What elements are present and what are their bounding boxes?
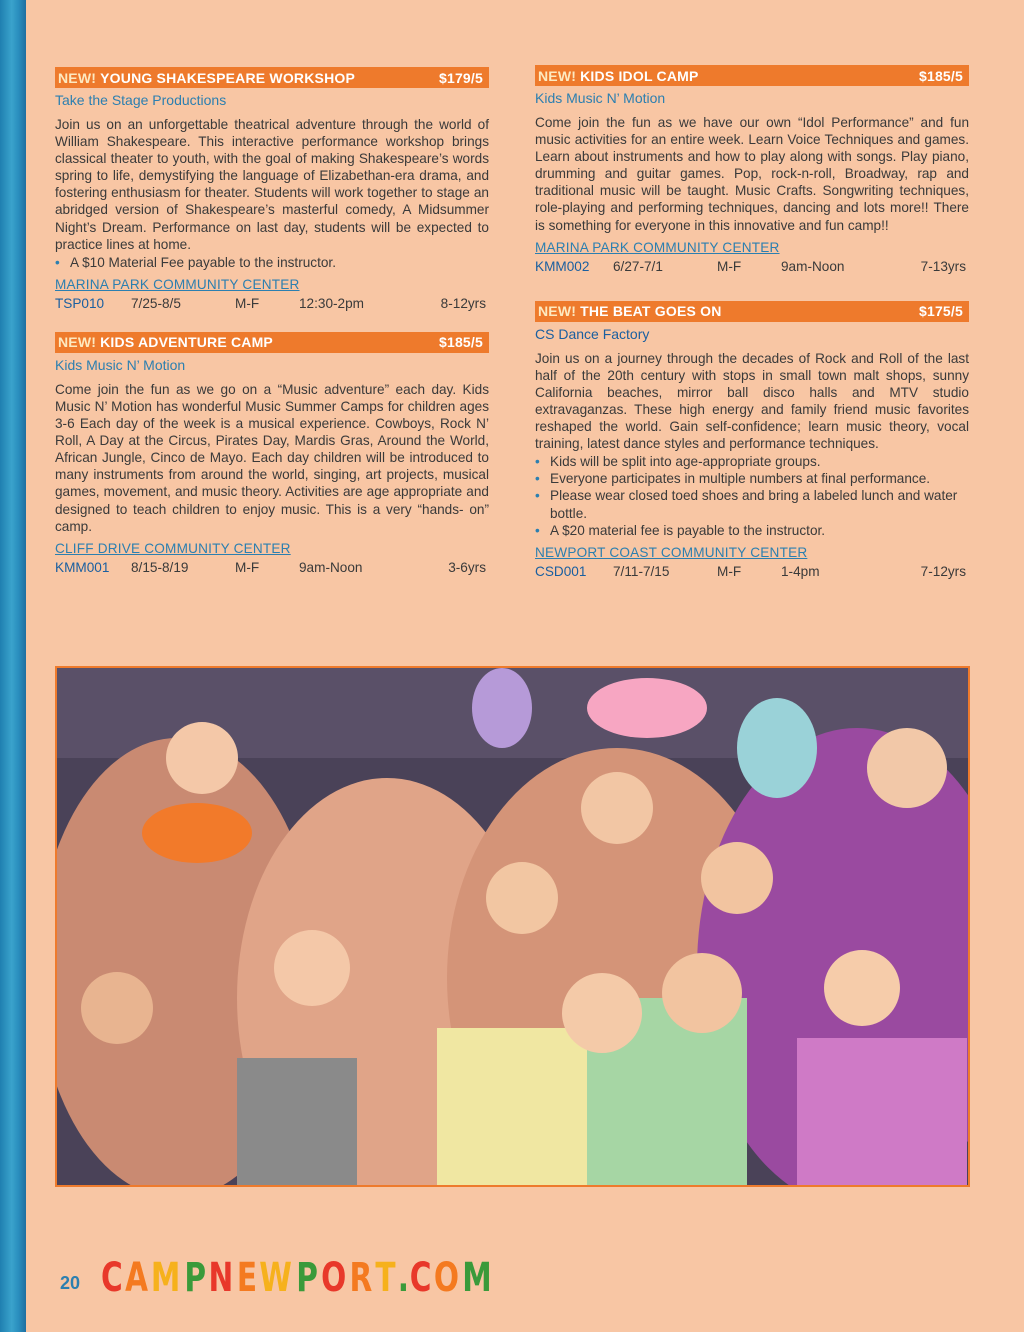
course-header <box>535 301 969 322</box>
schedule-row <box>535 258 969 275</box>
course-price: $185/5 <box>438 334 483 351</box>
course-price: $175/5 <box>918 303 963 320</box>
course-dates: 7/11-7/15 <box>613 563 670 579</box>
course-days: M-F <box>235 295 260 311</box>
course-provider: Kids Music N’ Motion <box>55 356 186 373</box>
course-price: $179/5 <box>438 69 483 86</box>
location-link[interactable]: CLIFF DRIVE COMMUNITY CENTER <box>55 540 291 556</box>
course-header <box>55 67 489 88</box>
course-days: M-F <box>235 559 260 575</box>
course-header <box>535 65 969 86</box>
course-kids-idol <box>535 65 969 275</box>
new-label: NEW! <box>538 303 577 320</box>
course-dates: 6/27-7/1 <box>613 258 663 274</box>
course-price: $185/5 <box>918 67 963 84</box>
location-link[interactable]: MARINA PARK COMMUNITY CENTER <box>55 276 300 292</box>
course-ages: 7-12yrs <box>920 563 966 579</box>
course-description: Come join the fun as we have our own “Idol Performance” and fun music activities for an entire week. Learn Voice Techniques and games. Learn about instruments and how to play along with songs. Play piano, drumming and guitar games. Pop, rock-n-roll, Broadway, rap and traditional music will be taught. Music Crafts. Songwriting techniques, role-playing and performing techniques, dancing and lots more!! There is something for everyone in this innovative and fun camp!! <box>535 115 969 233</box>
course-description: Join us on a journey through the decades of Rock and Roll of the last half of the 20th century with stops in small town malt shops, sunny California beaches, mirror ball disco halls and MTV studio extravaganzas. These high energy and family friend music favorites reshaped the world. Gain self-confidence; learn music theory, vocal training, latest dance styles and performance techniques. <box>535 350 969 452</box>
course-provider: Take the Stage Productions <box>55 92 227 108</box>
campnewport-logo: CAM PNEW PORT.COM <box>101 1255 492 1301</box>
course-description: Join us on an unforgettable theatrical adventure through the world of William Shakespeare. This interactive performance workshop brings classical theater to youth, with the goal of making Shakespeare’s words spring to life, demystifying the language of Elizabethan-era drama, and fostering enthusiasm for theater. Students will work together to stage an abridged version of Shakespeare’s masterful comedy, A Midsummer Night’s Dream. Performance on last day, students will be expected to practice lines at home. <box>55 117 489 252</box>
course-code: TSP010 <box>55 295 105 311</box>
new-label: NEW! <box>538 67 577 84</box>
course-title: KIDS IDOL CAMP <box>580 67 699 84</box>
course-note: • A $20 material fee is payable to the instructor. <box>535 522 826 538</box>
course-notes <box>55 254 489 271</box>
course-ages: 3-6yrs <box>448 559 486 575</box>
course-young-shakespeare <box>55 67 489 312</box>
course-dates: 8/15-8/19 <box>131 559 189 575</box>
course-note: • Everyone participates in multiple numbers at final performance. <box>535 471 931 487</box>
new-label: NEW! <box>58 69 97 86</box>
course-time: 1-4pm <box>781 563 820 579</box>
course-header <box>55 332 489 353</box>
course-note: • Kids will be split into age-appropriate groups. <box>535 454 821 470</box>
right-column <box>535 65 969 606</box>
photo-illustration <box>57 668 968 1185</box>
course-note: • Please wear closed toed shoes and bring a labeled lunch and water bottle. <box>535 488 958 521</box>
course-dates: 7/25-8/5 <box>131 295 181 311</box>
course-title: YOUNG SHAKESPEARE WORKSHOP <box>100 69 356 86</box>
course-ages: 7-13yrs <box>920 258 966 274</box>
schedule-row <box>55 295 489 312</box>
course-provider: Kids Music N’ Motion <box>535 90 666 106</box>
course-provider: CS Dance Factory <box>535 325 650 342</box>
schedule-row <box>535 563 969 580</box>
course-description: Come join the fun as we go on a “Music adventure” each day. Kids Music N’ Motion has wonderful Music Summer Camps for children ages 3-6 Each day of the week is a musical experience. Cowboys, Rock N’ Roll, A Day at the Circus, Pirates Day, Mardis Gras, Around the World, African Jungle, Cinco de Mayo. Each day children will be introduced to many instruments from around the world, singing, art projects, musical games, movement, and music theory. Activities are age appropriate and designed to teach children to enjoy music. This is a very “hands- on” camp. <box>55 381 489 534</box>
left-column <box>55 67 489 602</box>
course-title: KIDS ADVENTURE CAMP <box>100 334 273 351</box>
course-title: THE BEAT GOES ON <box>580 303 722 320</box>
course-days: M-F <box>717 563 742 579</box>
course-code: CSD001 <box>535 563 587 579</box>
course-notes <box>535 453 969 538</box>
course-time: 9am-Noon <box>299 559 363 575</box>
page-number: 20 <box>60 1273 81 1293</box>
camp-kids-photo <box>55 666 970 1187</box>
course-code: KMM002 <box>535 258 590 274</box>
course-days: M-F <box>717 258 742 274</box>
course-time: 12:30-2pm <box>299 295 364 311</box>
course-ages: 8-12yrs <box>440 295 486 311</box>
course-kids-adventure <box>55 332 489 576</box>
course-note: • A $10 Material Fee payable to the instructor. <box>55 254 336 270</box>
new-label: NEW! <box>58 334 97 351</box>
course-time: 9am-Noon <box>781 258 845 274</box>
course-beat-goes-on <box>535 301 969 580</box>
location-link[interactable]: MARINA PARK COMMUNITY CENTER <box>535 239 780 255</box>
schedule-row <box>55 559 489 576</box>
left-decorative-strip <box>0 0 26 1332</box>
course-code: KMM001 <box>55 559 110 575</box>
location-link[interactable]: NEWPORT COAST COMMUNITY CENTER <box>535 544 808 560</box>
